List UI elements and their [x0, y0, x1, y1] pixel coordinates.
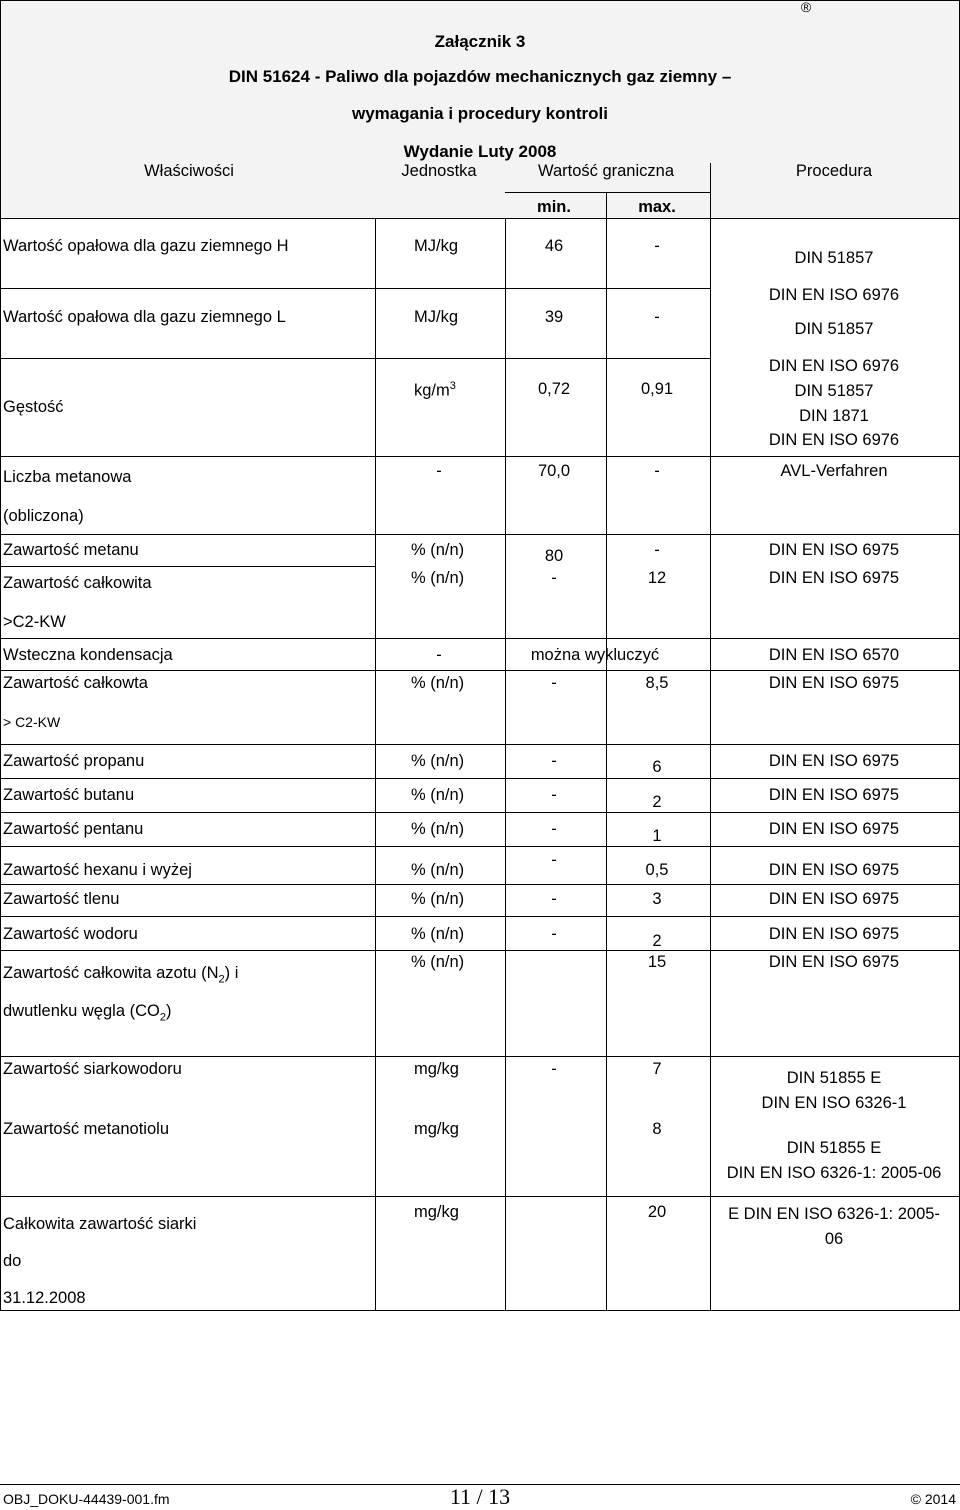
unit-cell: -: [436, 462, 442, 480]
procedure-cell: DIN 51855 E: [786, 1139, 882, 1157]
property-name: Zawartość wodoru: [3, 925, 138, 943]
property-name: Zawartość całkowta: [3, 674, 148, 692]
procedure-cell: DIN 1871: [799, 407, 869, 425]
procedure-cell: DIN 51855 E: [786, 1069, 882, 1087]
unit-cell: % (n/n): [411, 569, 465, 587]
max-cell: 1: [652, 827, 662, 845]
min-cell: -: [551, 569, 557, 587]
col-header-procedure: Procedura: [795, 162, 873, 180]
max-cell: 0,5: [645, 861, 669, 879]
unit-cell: % (n/n): [411, 541, 465, 559]
property-name: Zawartość metanu: [3, 541, 139, 559]
procedure-cell: DIN EN ISO 6326-1: 2005-06: [726, 1164, 942, 1182]
max-cell: -: [654, 237, 660, 255]
unit-cell: % (n/n): [411, 953, 465, 971]
procedure-cell: DIN EN ISO 6975: [768, 569, 900, 587]
property-name: Zawartość całkowita azotu $(N_2)$ i: [3, 964, 239, 986]
unit-cell: % (n/n): [411, 890, 465, 908]
min-cell: -: [551, 851, 557, 869]
procedure-cell: DIN EN ISO 6976: [768, 357, 900, 375]
property-name: Zawartość metanotiolu: [3, 1120, 169, 1138]
property-name-cont: > C2-KW: [3, 714, 61, 730]
max-cell: 12: [647, 569, 667, 587]
footer-doc-id: OBJ_DOKU-44439-001.fm: [3, 1491, 170, 1507]
procedure-cell: DIN EN ISO 6975: [768, 786, 900, 804]
max-cell: 7: [652, 1060, 662, 1078]
unit-cell: % (n/n): [411, 786, 465, 804]
property-name: Zawartość hexanu i wyżej: [3, 861, 192, 879]
max-cell: 0,91: [640, 380, 674, 398]
footer-copyright: © 2014: [910, 1491, 956, 1507]
procedure-cell: DIN 51857: [794, 249, 874, 267]
procedure-cell: 06: [824, 1230, 844, 1248]
col-header-property: Właściwości: [144, 162, 234, 180]
unit-cell: mg/kg: [414, 1060, 459, 1078]
property-name: Gęstość: [3, 398, 64, 416]
property-name-cont: >C2-KW: [3, 613, 66, 631]
procedure-cell: DIN EN ISO 6975: [768, 674, 900, 692]
property-name: Zawartość propanu: [3, 752, 145, 770]
attachment-label: Załącznik 3: [434, 32, 526, 51]
min-cell: 39: [544, 308, 564, 326]
procedure-cell: DIN 51857: [794, 320, 874, 338]
unit-cell: % (n/n): [411, 925, 465, 943]
edition-label: Wydanie Luty 2008: [403, 142, 557, 161]
min-cell: 0,72: [537, 380, 571, 398]
max-cell: 8: [652, 1120, 662, 1138]
property-name: Zawartość siarkowodoru: [3, 1060, 182, 1078]
procedure-cell: DIN EN ISO 6975: [768, 925, 900, 943]
min-cell: -: [551, 890, 557, 908]
document-subtitle: wymagania i procedury kontroli: [351, 104, 609, 123]
max-cell: 2: [652, 793, 662, 811]
max-cell: 6: [652, 758, 662, 776]
document-title: DIN 51624 - Paliwo dla pojazdów mechanicznych gaz ziemny –: [228, 67, 732, 86]
procedure-cell: DIN EN ISO 6975: [768, 820, 900, 838]
min-cell: -: [551, 820, 557, 838]
property-name: Zawartość butanu: [3, 786, 135, 804]
max-cell: -: [654, 462, 660, 480]
unit-cell: MJ/kg: [414, 308, 459, 326]
procedure-cell: DIN EN ISO 6976: [768, 286, 900, 304]
min-cell: 80: [544, 547, 564, 565]
procedure-cell: DIN EN ISO 6975: [768, 541, 900, 559]
unit-cell: mg/kg: [414, 1120, 459, 1138]
procedure-cell: DIN EN ISO 6975: [768, 861, 900, 879]
property-name-cont: dwutlenku węgla $(CO_2)$: [3, 1002, 172, 1024]
procedure-cell: DIN EN ISO 6326-1: [761, 1094, 907, 1112]
min-cell: -: [551, 674, 557, 692]
property-name: Wartość opałowa dla gazu ziemnego H: [3, 237, 289, 255]
property-name: Liczba metanowa: [3, 468, 132, 486]
procedure-cell: AVL-Verfahren: [780, 462, 888, 480]
unit-cell: MJ/kg: [414, 237, 459, 255]
property-name: Wsteczna kondensacja: [3, 646, 173, 664]
min-cell: -: [551, 752, 557, 770]
max-cell: 8,5: [645, 674, 669, 692]
max-cell: 3: [652, 890, 662, 908]
unit-cell: % (n/n): [411, 752, 465, 770]
min-cell: 46: [544, 237, 564, 255]
footer-page-number: 11 / 13: [449, 1484, 511, 1509]
unit-cell: % (n/n): [411, 674, 465, 692]
min-cell: -: [551, 925, 557, 943]
max-cell: -: [654, 541, 660, 559]
unit-cell: -: [436, 646, 442, 664]
procedure-cell: DIN EN ISO 6975: [768, 752, 900, 770]
col-header-limit: Wartość graniczna: [537, 162, 675, 180]
property-name-cont: do: [3, 1252, 22, 1270]
property-name: Zawartość całkowita: [3, 574, 152, 592]
procedure-cell: E DIN EN ISO 6326-1: 2005-: [728, 1205, 940, 1223]
procedure-cell: DIN EN ISO 6570: [768, 646, 900, 664]
property-name-cont: 31.12.2008: [3, 1289, 86, 1307]
min-cell: -: [551, 1060, 557, 1078]
property-name: Całkowita zawartość siarki: [3, 1215, 197, 1233]
procedure-cell: DIN EN ISO 6975: [768, 890, 900, 908]
col-header-max: max.: [638, 198, 676, 216]
limit-cell: można wykluczyć: [530, 646, 660, 664]
max-cell: 20: [647, 1203, 667, 1221]
unit-cell: % (n/n): [411, 861, 465, 879]
property-name: Zawartość pentanu: [3, 820, 144, 838]
min-cell: -: [551, 786, 557, 804]
max-cell: -: [654, 308, 660, 326]
registered-mark: ®: [800, 0, 812, 15]
procedure-cell: DIN 51857: [794, 382, 874, 400]
col-header-unit: Jednostka: [401, 162, 477, 180]
unit-cell: mg/kg: [414, 1203, 459, 1221]
col-header-min: min.: [537, 198, 571, 216]
property-name: Zawartość tlenu: [3, 890, 120, 908]
procedure-cell: DIN EN ISO 6975: [768, 953, 900, 971]
property-name: Wartość opałowa dla gazu ziemnego L: [3, 308, 286, 326]
property-name-cont: (obliczona): [3, 507, 84, 525]
unit-cell: % (n/n): [411, 820, 465, 838]
procedure-cell: DIN EN ISO 6976: [768, 431, 900, 449]
max-cell: 2: [652, 932, 662, 950]
min-cell: 70,0: [537, 462, 571, 480]
unit-cell: $kg/m^3$: [414, 380, 456, 400]
max-cell: 15: [647, 953, 667, 971]
